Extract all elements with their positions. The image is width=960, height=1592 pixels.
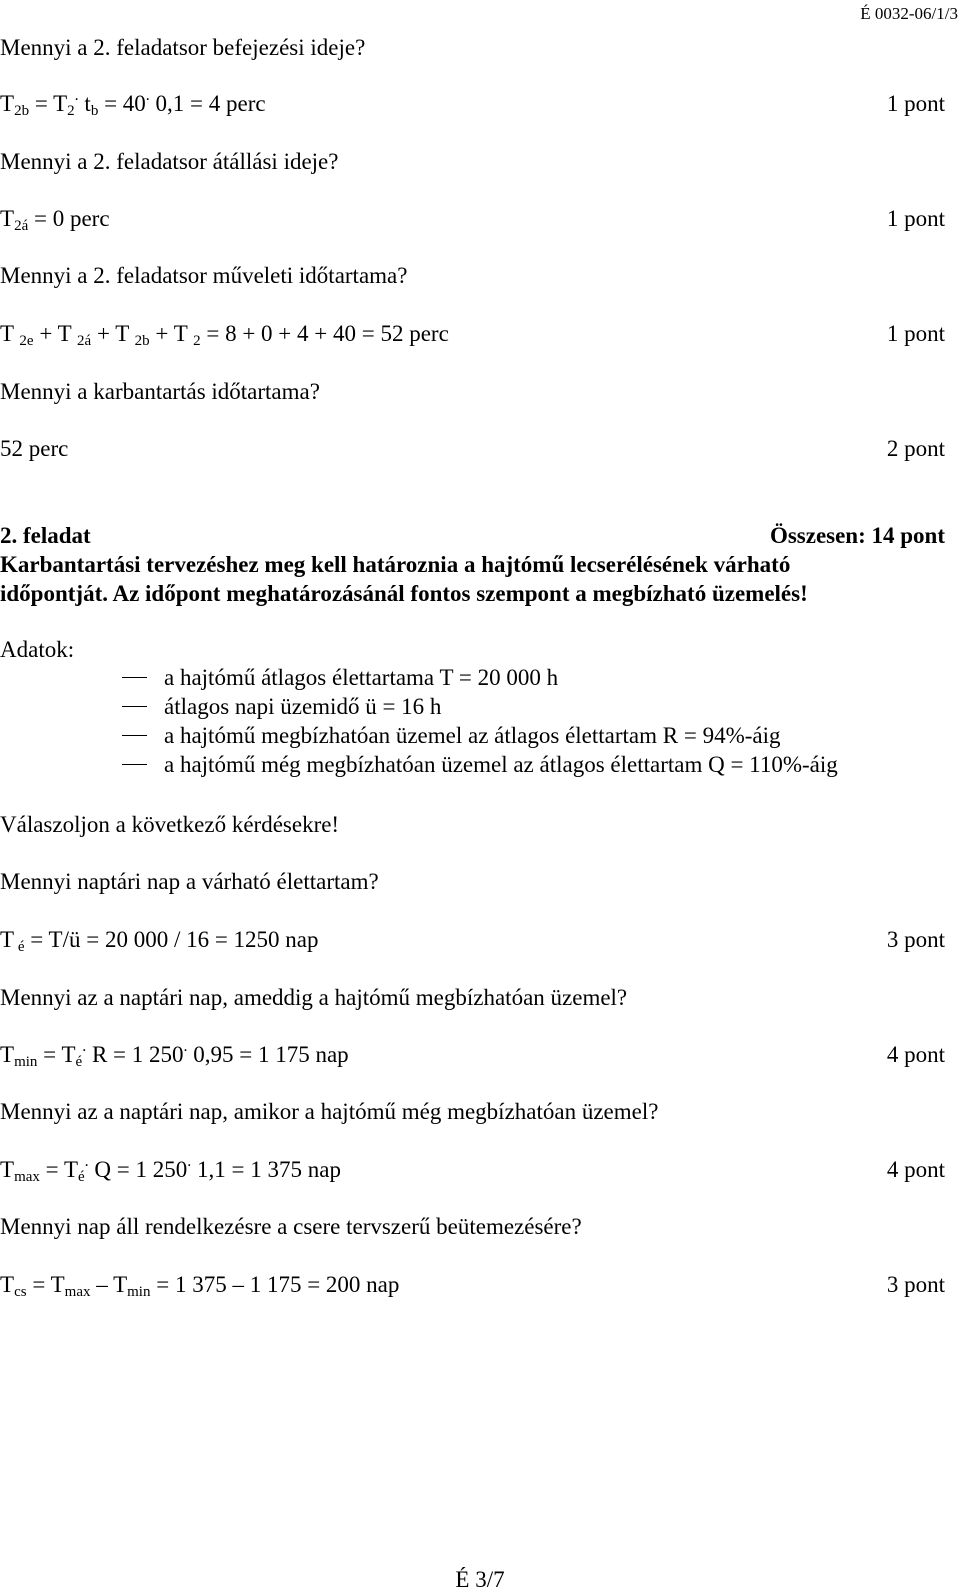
data-label: Adatok:	[0, 637, 75, 662]
data-item-reliability-r: a hajtómű megbízhatóan üzemel az átlagos élettartam R = 94%-áig	[164, 723, 781, 748]
question-maintenance-time: Mennyi a karbantartás időtartama?	[0, 379, 320, 404]
question-scheduling-window: Mennyi nap áll rendelkezésre a csere tervszerű beütemezésére?	[0, 1214, 582, 1239]
points-completion-time: 1 pont	[886, 91, 945, 116]
data-item-reliability-q: a hajtómű még megbízhatóan üzemel az átlagos élettartam Q = 110%-áig	[164, 752, 838, 777]
formula-completion-time: $T_{2b} = T_2$. $t_b = 40$. 0,1 = 4 perc	[0, 87, 266, 119]
bullet-dash	[122, 764, 147, 765]
data-item-lifetime: a hajtómű átlagos élettartama T = 20 000 h	[164, 665, 559, 690]
instruction-text: Válaszoljon a következő kérdésekre!	[0, 812, 340, 837]
question-expected-lifetime: Mennyi naptári nap a várható élettartam?	[0, 869, 379, 894]
task-description-line2: időpontját. Az időpont meghatározásánál fontos szempont a megbízható üzemelés!	[0, 581, 808, 606]
bullet-dash	[122, 735, 147, 736]
formula-tmax: $T_{max} = T_é$. Q = 1 250. 1,1 = 1 375 nap	[0, 1153, 341, 1185]
document-code: É 0032-06/1/3	[860, 4, 958, 23]
bullet-dash	[122, 706, 147, 707]
question-operation-time: Mennyi a 2. feladatsor műveleti időtartama?	[0, 263, 408, 288]
question-still-reliable: Mennyi az a naptári nap, amikor a hajtómű még megbízhatóan üzemel?	[0, 1099, 659, 1124]
answer-maintenance-time: 52 perc	[0, 436, 69, 461]
points-tmax: 4 pont	[886, 1157, 945, 1182]
question-reliable-until: Mennyi az a naptári nap, ameddig a hajtómű megbízhatóan üzemel?	[0, 985, 628, 1010]
task-description-line1: Karbantartási tervezéshez meg kell határoznia a hajtómű lecserélésének várható	[0, 552, 791, 577]
points-operation-time: 1 pont	[886, 321, 945, 346]
points-tmin: 4 pont	[886, 1042, 945, 1067]
task-title: 2. feladat	[0, 523, 91, 548]
points-changeover-time: 1 pont	[886, 206, 945, 231]
data-item-daily-usage: átlagos napi üzemidő ü = 16 h	[164, 694, 442, 719]
formula-expected-lifetime: T $_é$ = T/ü = 20 000 / 16 = 1250 nap	[0, 927, 319, 955]
points-maintenance-time: 2 pont	[886, 436, 945, 461]
question-completion-time: Mennyi a 2. feladatsor befejezési ideje?	[0, 35, 366, 60]
formula-changeover-time: $T_{2á} = 0$ perc	[0, 206, 110, 234]
question-changeover-time: Mennyi a 2. feladatsor átállási ideje?	[0, 149, 339, 174]
points-tcs: 3 pont	[886, 1272, 945, 1297]
page-number: É 3/7	[455, 1567, 505, 1592]
formula-tcs: $T_{cs} = T_{max} - T_{min} = 1$ 375 – 1 175 = 200 nap	[0, 1272, 400, 1300]
points-expected-lifetime: 3 pont	[886, 927, 945, 952]
formula-operation-time: T $_{2e}$ + T $_{2á}$ + T $_{2b}$ + T $_2$ = 8 + 0 + 4 + 40 = 52 perc	[0, 321, 449, 349]
bullet-dash	[122, 677, 147, 678]
task-total-points: Összesen: 14 pont	[769, 523, 945, 548]
formula-tmin: $T_{min} = T_é$. R = 1 250. 0,95 = 1 175 nap	[0, 1038, 349, 1070]
